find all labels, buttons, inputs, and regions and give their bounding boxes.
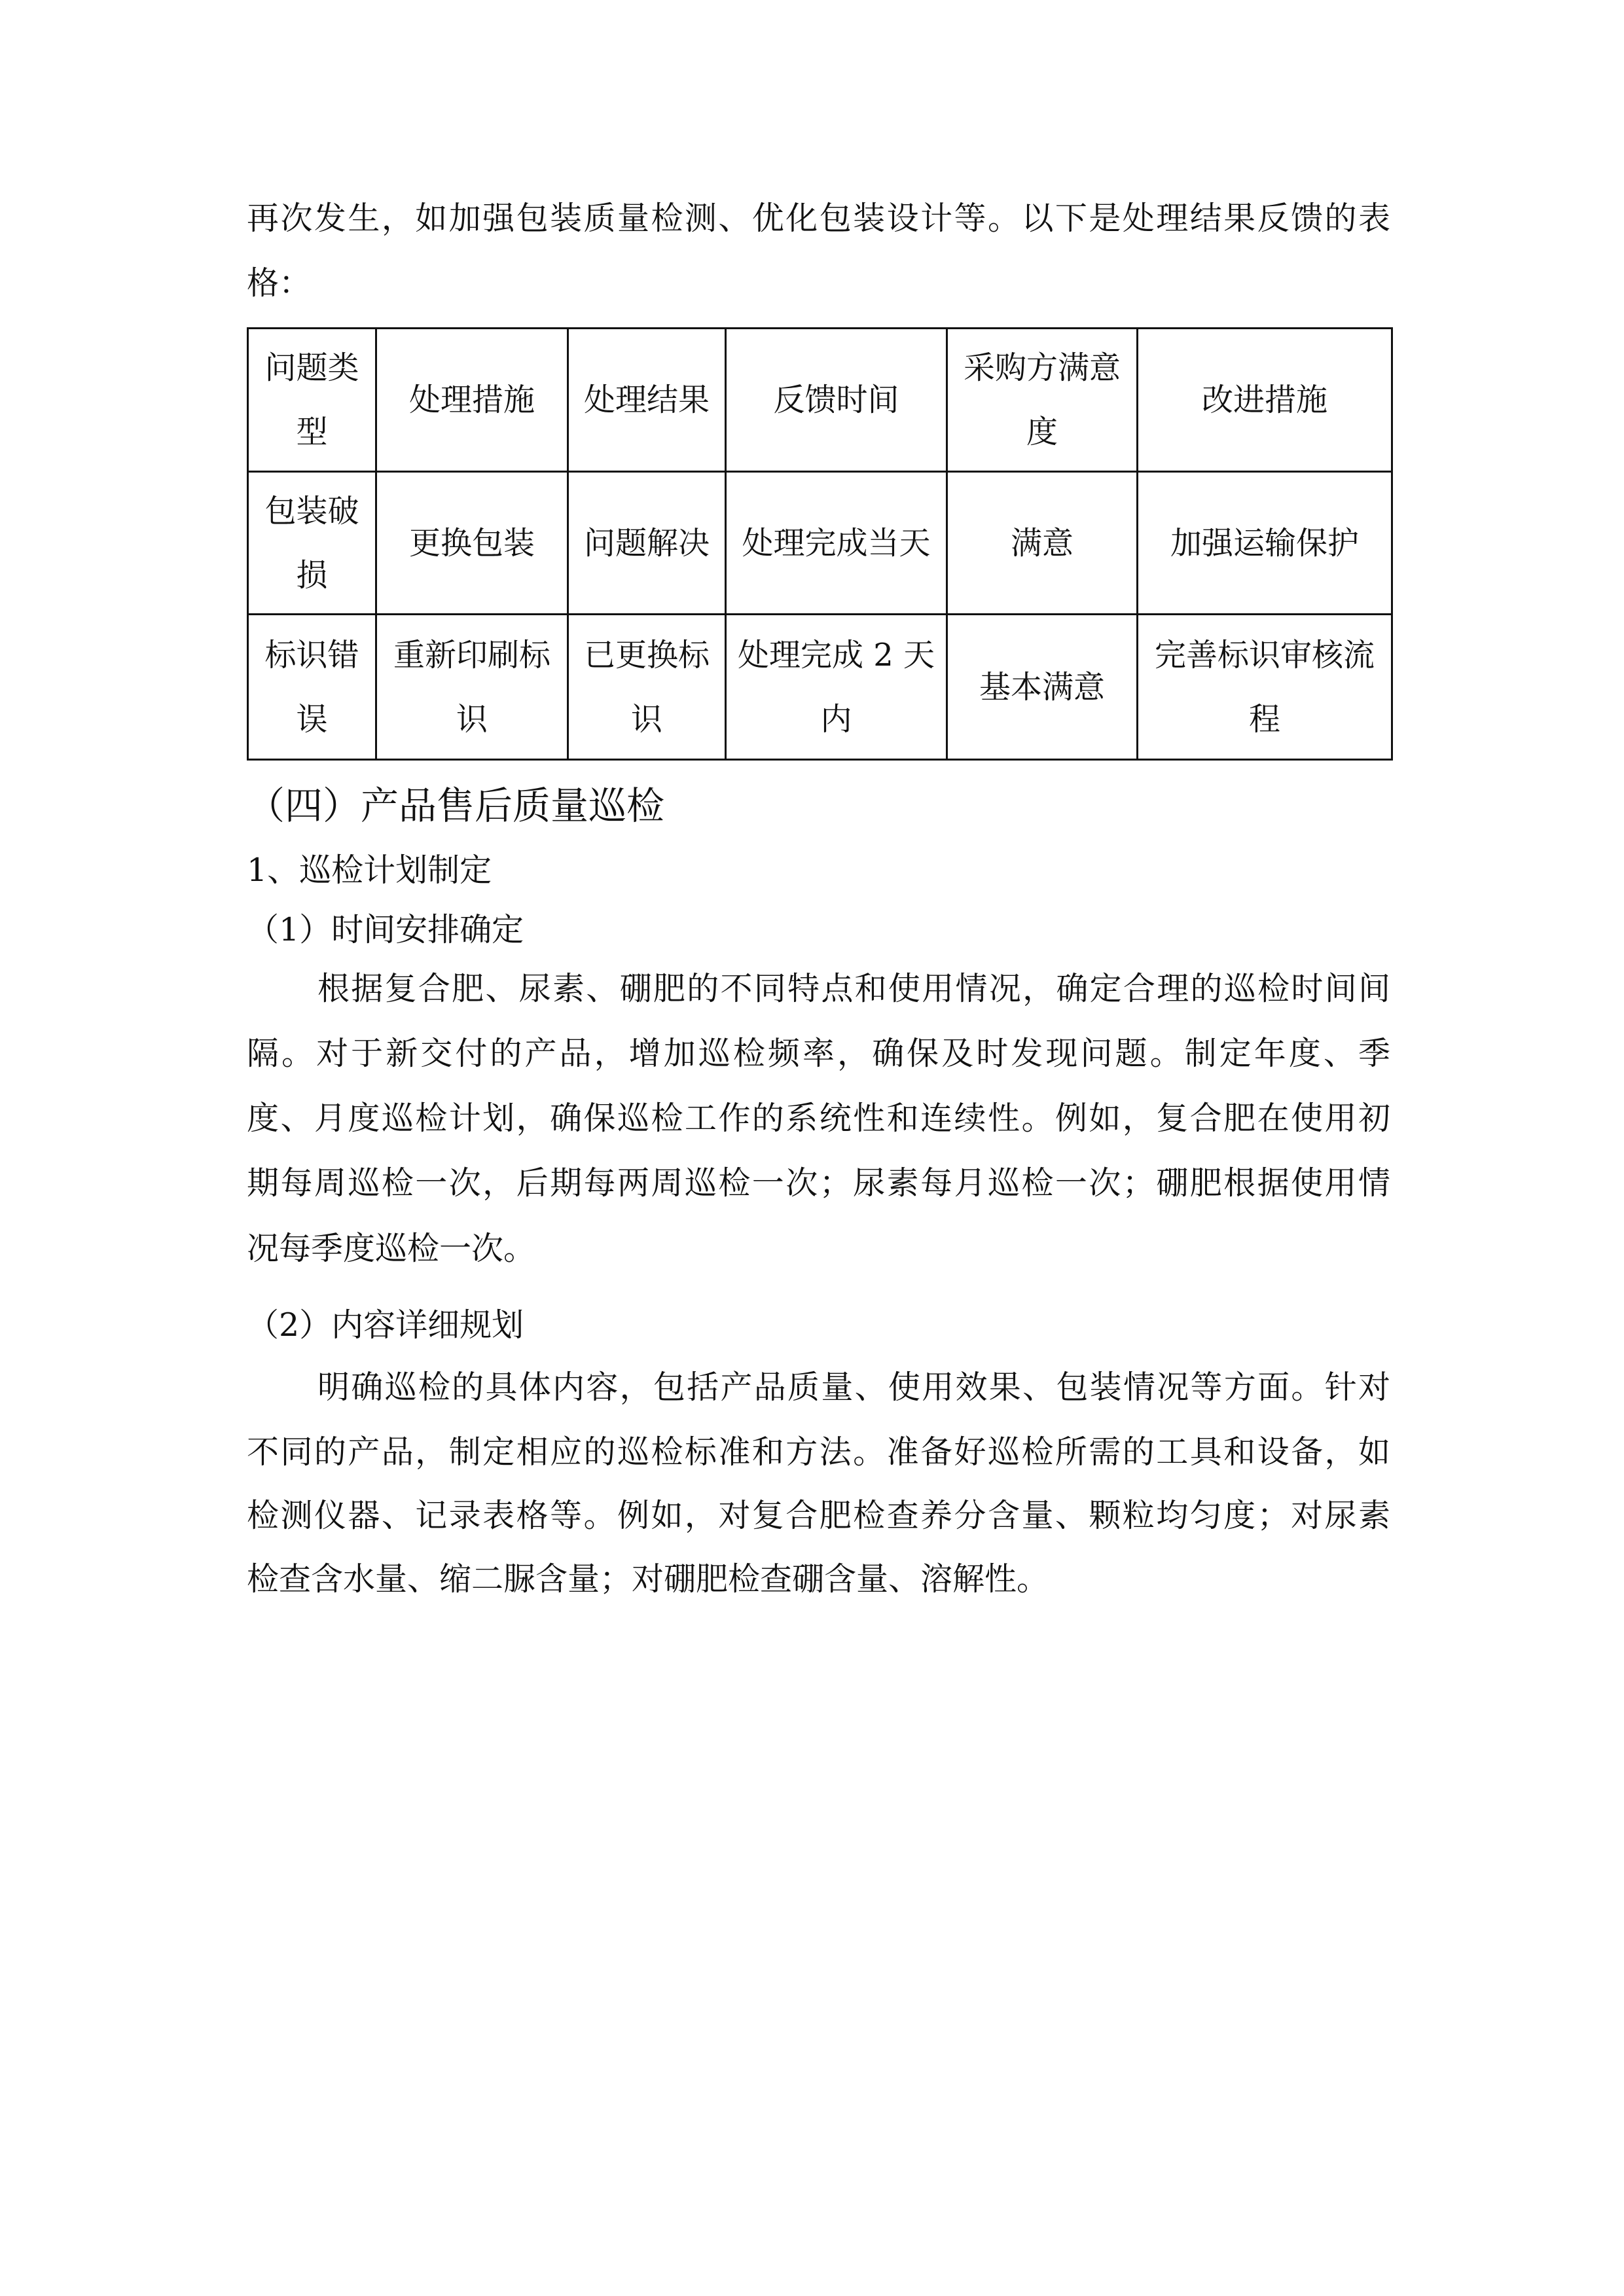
paragraph-line: 况每季度巡检一次。 (247, 1230, 536, 1267)
paragraph-line: 不同的产品，制定相应的巡检标准和方法。准备好巡检所需的工具和设备，如 (247, 1433, 1390, 1471)
paragraph-line: 检测仪器、记录表格等。例如，对复合肥检查养分含量、颗粒均匀度；对尿素 (247, 1497, 1390, 1534)
table-cell: 更换包装 (376, 472, 568, 615)
table-cell: 标识错 误 (248, 615, 376, 760)
paragraph-line: 期每周巡检一次，后期每两周巡检一次；尿素每月巡检一次；硼肥根据使用情 (247, 1164, 1390, 1202)
subsection-title: 1、巡检计划制定 (247, 852, 492, 889)
section-heading: （四）产品售后质量巡检 (247, 783, 665, 828)
table-cell: 重新印刷标 识 (376, 615, 568, 760)
table-cell: 加强运输保护 (1138, 472, 1392, 615)
paragraph-line: 检查含水量、缩二脲含量；对硼肥检查硼含量、溶解性。 (247, 1560, 1049, 1598)
header-cell: 反馈时间 (726, 329, 947, 472)
header-cell: 处理措施 (376, 329, 568, 472)
header-cell: 改进措施 (1138, 329, 1392, 472)
header-cell: 采购方满意 度 (947, 329, 1138, 472)
intro-line: 再次发生，如加强包装质量检测、优化包装设计等。以下是处理结果反馈的表 (247, 200, 1390, 237)
item-title: （1）时间安排确定 (247, 911, 524, 948)
table-header-row (248, 329, 1392, 472)
table-cell: 包装破 损 (248, 472, 376, 615)
paragraph-line: 根据复合肥、尿素、硼肥的不同特点和使用情况，确定合理的巡检时间间 (317, 970, 1390, 1007)
table-row (248, 615, 1392, 760)
table-cell: 满意 (947, 472, 1138, 615)
intro-line: 格： (247, 264, 312, 302)
paragraph-line: 明确巡检的具体内容，包括产品质量、使用效果、包装情况等方面。针对 (317, 1369, 1390, 1406)
table-cell: 完善标识审核流 程 (1138, 615, 1392, 760)
header-cell: 问题类 型 (248, 329, 376, 472)
table-cell: 问题解决 (568, 472, 726, 615)
table-cell: 处理完成 2 天 内 (726, 615, 947, 760)
item-title: （2）内容详细规划 (247, 1306, 524, 1344)
table-row (248, 472, 1392, 615)
table-cell: 处理完成当天 (726, 472, 947, 615)
paragraph-line: 度、月度巡检计划，确保巡检工作的系统性和连续性。例如，复合肥在使用初 (247, 1100, 1390, 1137)
table-cell: 基本满意 (947, 615, 1138, 760)
paragraph-line: 隔。对于新交付的产品，增加巡检频率，确保及时发现问题。制定年度、季 (247, 1035, 1390, 1072)
header-cell: 处理结果 (568, 329, 726, 472)
table-cell: 已更换标 识 (568, 615, 726, 760)
feedback-table (247, 327, 1393, 761)
